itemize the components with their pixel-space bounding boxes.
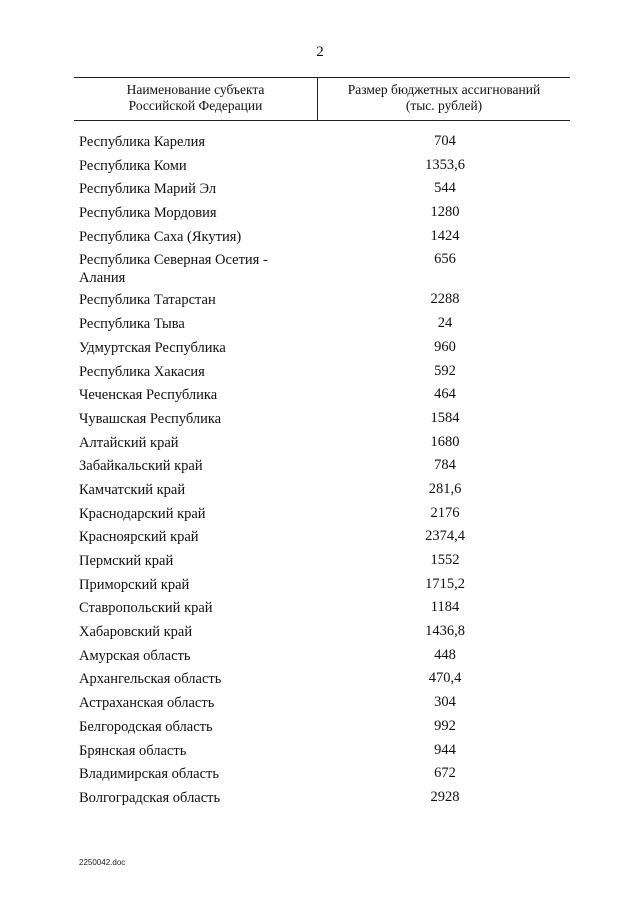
- table-row: [0, 762, 640, 786]
- region-name-cell: Чувашская Республика: [79, 410, 222, 427]
- region-name-cell: Краснодарский край: [79, 505, 206, 522]
- budget-amount-cell: 448: [434, 646, 456, 663]
- budget-amount-cell: 1715,2: [425, 575, 465, 592]
- region-name-cell: Республика Тыва: [79, 316, 185, 333]
- region-name-cell: Амурская область: [79, 647, 191, 664]
- budget-amount-cell: 464: [434, 386, 456, 403]
- column-header-region-name-line2: Российской Федерации: [128, 98, 263, 113]
- region-name-cell: Ставропольский край: [79, 600, 213, 617]
- budget-amount-cell: 1436,8: [425, 623, 465, 640]
- budget-amount-cell: 2176: [430, 504, 460, 521]
- table-row: [0, 525, 640, 549]
- region-name-cell: Чеченская Республика: [79, 387, 218, 404]
- budget-amount-cell: 992: [434, 717, 456, 734]
- table-row: [0, 130, 640, 154]
- table-row: [0, 154, 640, 178]
- document-file-name: 2250042.doc: [79, 858, 126, 867]
- budget-amount-cell: 2374,4: [425, 528, 465, 545]
- table-row: [0, 431, 640, 455]
- budget-amount-cell: 1280: [430, 204, 460, 221]
- table-row: [0, 177, 640, 201]
- table-row: [0, 454, 640, 478]
- table-row: [0, 667, 640, 691]
- budget-amount-cell: 281,6: [428, 480, 462, 497]
- budget-amount-cell: 1184: [430, 599, 460, 616]
- region-name-cell: Пермский край: [79, 553, 174, 569]
- budget-amount-cell: 1680: [430, 433, 460, 450]
- budget-amount-cell: 1552: [430, 552, 460, 568]
- region-name-cell: Республика Хакасия: [79, 363, 205, 380]
- table-row: [0, 225, 640, 249]
- region-name-cell: Республика Саха (Якутия): [79, 228, 242, 245]
- table-row: [0, 360, 640, 384]
- region-name-cell: Республика Марий Эл: [79, 181, 217, 198]
- region-name-cell: Владимирская область: [79, 766, 219, 783]
- region-name-cell: Республика Мордовия: [79, 205, 217, 222]
- region-name-cell: Республика Татарстан: [79, 292, 216, 309]
- budget-amount-cell: 544: [434, 180, 456, 197]
- table-row: [0, 620, 640, 644]
- budget-amount-cell: 944: [434, 741, 456, 758]
- table-row: [0, 596, 640, 620]
- budget-amount-cell: 2288: [430, 291, 460, 308]
- table-row: [0, 786, 640, 810]
- region-name-cell: Приморский край: [79, 576, 190, 593]
- table-row: [0, 248, 640, 288]
- budget-amount-cell: 672: [434, 765, 456, 782]
- table-row: [0, 739, 640, 763]
- budget-amount-cell: 1353,6: [425, 156, 465, 173]
- table-body: [0, 130, 640, 810]
- region-name-cell: Республика Коми: [79, 157, 187, 174]
- region-name-cell: Астраханская область: [79, 695, 215, 712]
- budget-amount-cell: 656: [434, 251, 456, 268]
- table-row: [0, 201, 640, 225]
- table-row: [0, 336, 640, 360]
- budget-amount-cell: 304: [434, 694, 456, 711]
- region-name-cell: Красноярский край: [79, 529, 199, 546]
- page-number: 2: [316, 44, 324, 60]
- table-row: [0, 288, 640, 312]
- table-row: [0, 502, 640, 526]
- region-name-cell: Республика Северная Осетия - Алания: [79, 252, 268, 287]
- region-name-cell: Архангельская область: [79, 671, 222, 688]
- table-row: [0, 715, 640, 739]
- region-name-cell: Республика Карелия: [79, 134, 206, 150]
- region-name-cell: Алтайский край: [79, 434, 179, 451]
- budget-amount-cell: 704: [434, 133, 456, 149]
- region-name-cell: Белгородская область: [79, 718, 213, 735]
- region-name-cell: Хабаровский край: [79, 624, 193, 641]
- budget-amount-cell: 784: [434, 457, 456, 474]
- region-name-cell: Брянская область: [79, 742, 187, 759]
- table-row: [0, 691, 640, 715]
- region-name-cell: Удмуртская Республика: [79, 339, 226, 356]
- table-row: [0, 312, 640, 336]
- column-header-region-name: [74, 78, 318, 120]
- budget-amount-cell: 960: [434, 338, 456, 355]
- budget-amount-cell: 592: [434, 362, 456, 379]
- budget-amount-cell: 470,4: [428, 670, 462, 687]
- table-row: [0, 407, 640, 431]
- budget-amount-cell: 24: [437, 315, 453, 332]
- region-name-cell: Забайкальский край: [79, 458, 203, 475]
- column-header-budget-amount-line2: (тыс. рублей): [405, 98, 483, 113]
- budget-amount-cell: 1424: [430, 227, 460, 244]
- table-row: [0, 549, 640, 573]
- budget-amount-cell: 1584: [430, 409, 460, 426]
- region-name-cell: Камчатский край: [79, 481, 186, 498]
- table-row: [0, 478, 640, 502]
- table-header: [74, 77, 570, 121]
- table-row: [0, 573, 640, 597]
- column-header-budget-amount: [318, 78, 570, 120]
- budget-amount-cell: 2928: [430, 788, 460, 805]
- table-row: [0, 644, 640, 668]
- table-row: [0, 383, 640, 407]
- column-header-region-name-line1: Наименование субъекта: [126, 82, 265, 97]
- region-name-cell: Волгоградская область: [79, 789, 221, 806]
- column-header-budget-amount-line1: Размер бюджетных ассигнований: [347, 82, 541, 97]
